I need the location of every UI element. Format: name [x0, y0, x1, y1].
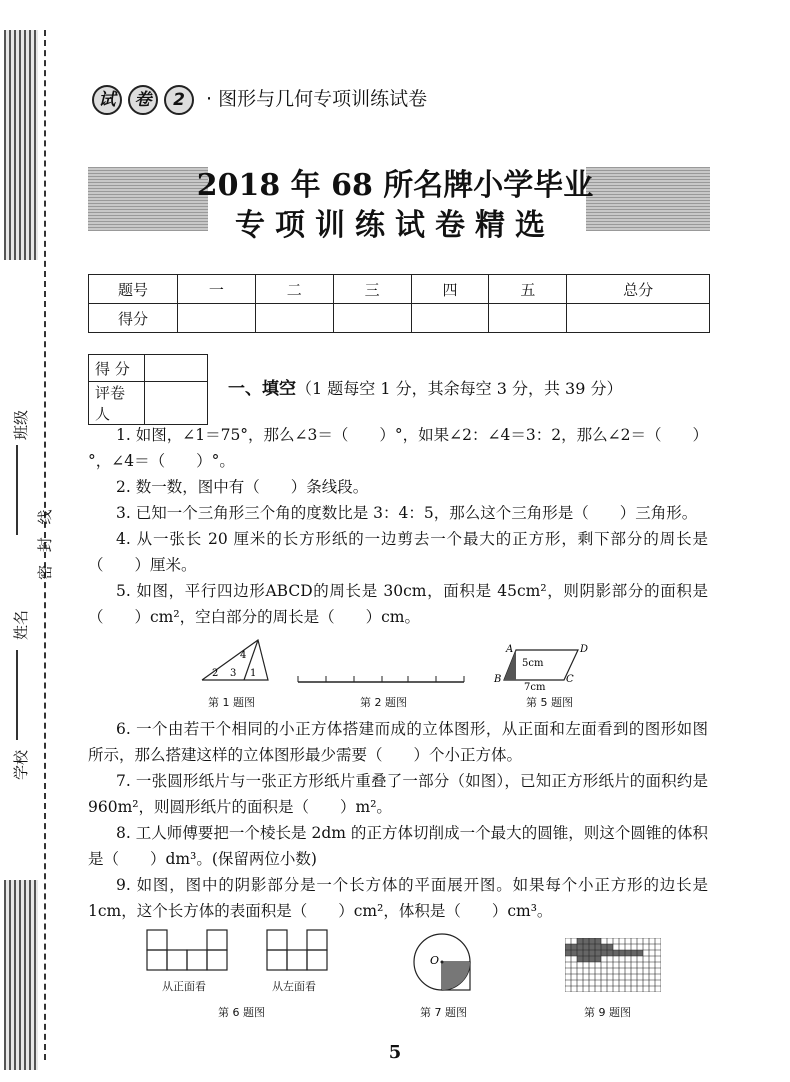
fig6-front-label: 从正面看 [162, 980, 206, 993]
badge-juan: 卷 [128, 85, 158, 115]
fig5-point-label: C [566, 674, 574, 685]
score-table-header-row [89, 275, 710, 304]
fig1-caption: 第 1 题图 [208, 696, 255, 709]
grader-name-label: 评卷人 [89, 382, 145, 425]
question-3: 3. 已知一个三角形三个角的度数比是 3：4：5，那么这个三角形是（ ）三角形。 [116, 504, 698, 522]
badge-number: 2 [164, 85, 194, 115]
school-label: 学校 [12, 749, 30, 780]
fig7-circle-square-diagram [412, 932, 474, 994]
header-cell: 总分 [567, 275, 710, 304]
title-line-1: 2018 年 68 所名牌小学毕业 [196, 168, 594, 203]
score-cell[interactable] [178, 304, 256, 333]
fig6-left-view [265, 928, 335, 972]
section-title: 一、填空 [228, 379, 296, 399]
fig6-caption: 第 6 题图 [218, 1006, 265, 1019]
fig1-angle-label: 1 [250, 668, 257, 679]
fig5-height-label: 5cm [522, 658, 544, 669]
score-cell[interactable] [489, 304, 567, 333]
question-6: 6. 一个由若干个相同的小正方体搭建而成的立体图形，从正面和左面看到的图形如图所示，那么搭建这样的立体图形最少需要（ ）个小正方体。 [88, 720, 708, 764]
fig5-caption: 第 5 题图 [526, 696, 573, 709]
fig1-angle-label: 2 [212, 668, 219, 679]
fig5-parallelogram-diagram [490, 640, 600, 694]
score-row-label: 得分 [89, 304, 178, 333]
question-5: 5. 如图，平行四边形ABCD的周长是 30cm，面积是 45cm²，则阴影部分的面积是（ ）cm²，空白部分的周长是（ ）cm。 [88, 582, 708, 626]
fig9-grid-net-diagram [565, 938, 661, 992]
header-cell: 二 [255, 275, 333, 304]
page-number: 5 [388, 1042, 402, 1063]
paper-header [92, 84, 427, 115]
score-cell[interactable] [411, 304, 489, 333]
score-table-score-row [89, 304, 710, 333]
fig6-left-label: 从左面看 [272, 980, 316, 993]
fig2-segments-diagram [296, 670, 466, 690]
header-cell: 题号 [89, 275, 178, 304]
section-heading [228, 374, 623, 399]
fig1-angle-label: 4 [240, 650, 247, 661]
question-1: 1. 如图，∠1＝75°，那么∠3＝（ ）°，如果∠2：∠4＝3：2，那么∠2＝（ ）°，∠4＝（ ）°。 [88, 426, 708, 470]
badge-shi: 试 [92, 85, 122, 115]
question-7: 7. 一张圆形纸片与一张正方形纸片重叠了一部分（如图），已知正方形纸片的面积约是 960m²，则圆形纸片的面积是（ ）m²。 [88, 772, 708, 816]
fig5-point-label: D [580, 644, 589, 655]
grader-table [88, 354, 208, 425]
section-note: （1 题每空 1 分，其余每空 3 分，共 39 分） [296, 379, 623, 398]
name-label: 姓名 [12, 609, 30, 640]
header-cell: 三 [333, 275, 411, 304]
score-cell[interactable] [333, 304, 411, 333]
question-8: 8. 工人师傅要把一个棱长是 2dm 的正方体切削成一个最大的圆锥，则这个圆锥的体积是（ ）dm³。(保留两位小数) [88, 824, 708, 868]
question-4: 4. 从一张长 20 厘米的长方形纸的一边剪去一个最大的正方形，剩下部分的周长是（ ）厘米。 [88, 530, 708, 574]
header-cell: 一 [178, 275, 256, 304]
grader-score-cell[interactable] [145, 355, 208, 382]
fig7-caption: 第 7 题图 [420, 1006, 467, 1019]
score-cell[interactable] [255, 304, 333, 333]
grader-name-cell[interactable] [145, 382, 208, 425]
fig1-angles-diagram [200, 636, 270, 684]
title-line-2: 专项训练试卷精选 [235, 208, 555, 243]
fig5-point-label: A [506, 644, 514, 655]
class-underline [16, 445, 18, 535]
fig6-front-view [145, 928, 235, 972]
seal-label: 密 封 线 [36, 505, 54, 580]
class-label: 班级 [12, 409, 30, 440]
fig2-caption: 第 2 题图 [360, 696, 407, 709]
grader-score-label: 得 分 [89, 355, 145, 382]
fig5-point-label: B [494, 674, 502, 685]
fig1-angle-label: 3 [230, 668, 237, 679]
score-cell[interactable] [567, 304, 710, 333]
header-cell: 五 [489, 275, 567, 304]
question-2: 2. 数一数，图中有（ ）条线段。 [116, 478, 369, 496]
question-9: 9. 如图，图中的阴影部分是一个长方体的平面展开图。如果每个小正方形的边长是 1cm，这个长方体的表面积是（ ）cm²，体积是（ ）cm³。 [88, 876, 708, 920]
score-table [88, 274, 710, 333]
header-subtitle: · 图形与几何专项训练试卷 [206, 88, 428, 110]
header-cell: 四 [411, 275, 489, 304]
fig5-base-label: 7cm [524, 682, 546, 693]
fig9-caption: 第 9 题图 [584, 1006, 631, 1019]
name-underline [16, 650, 18, 740]
fig7-center-label: O [430, 954, 440, 967]
